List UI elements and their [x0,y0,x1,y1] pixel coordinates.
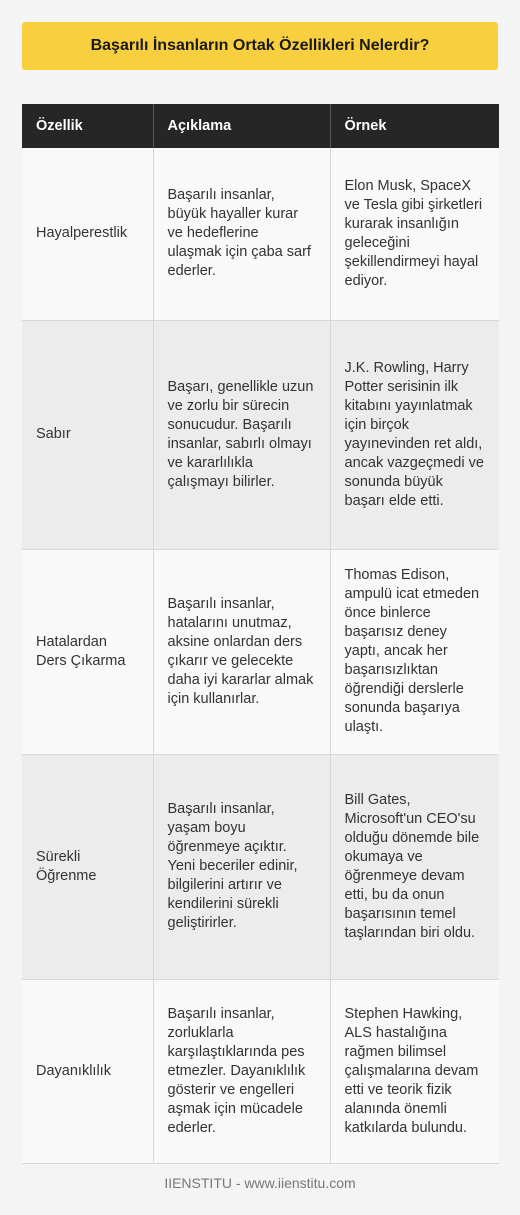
column-header-example: Örnek [330,104,499,148]
trait-cell: Hatalardan Ders Çıkarma [22,549,153,754]
table-row [22,148,499,320]
traits-table [22,104,499,1164]
table-header-row [22,104,499,148]
description-cell: Başarılı insanlar, hatalarını unutmaz, aksine onlardan ders çıkarır ve gelecekte daha iyi kararlar almak için kullanırlar. [153,549,330,754]
column-header-description: Açıklama [153,104,330,148]
footer-credit: IIENSTITU - www.iienstitu.com [164,1175,356,1191]
description-cell: Başarı, genellikle uzun ve zorlu bir sürecin sonucudur. Başarılı insanlar, sabırlı olmayı ve kararlılıkla çalışmayı bilirler. [153,320,330,549]
description-cell: Başarılı insanlar, büyük hayaller kurar ve hedeflerine ulaşmak için çaba sarf ederler. [153,148,330,320]
example-cell: Thomas Edison, ampulü icat etmeden önce binlerce başarısız deney yaptı, ancak her başarısızlıktan öğrendiği derslerle sonunda başarıya ulaştı. [330,549,499,754]
description-cell: Başarılı insanlar, yaşam boyu öğrenmeye açıktır. Yeni beceriler edinir, bilgilerini artırır ve kendilerini sürekli geliştirirler. [153,754,330,979]
trait-cell: Hayalperestlik [22,148,153,320]
example-cell: J.K. Rowling, Harry Potter serisinin ilk kitabını yayınlatmak için birçok yayınevinden ret aldı, ancak vazgeçmedi ve sonunda büyük başarı elde etti. [330,320,499,549]
example-cell: Bill Gates, Microsoft'un CEO'su olduğu dönemde bile okumaya ve öğrenmeye devam etti, bu da onun başarısının temel taşlarından biri oldu. [330,754,499,979]
example-cell: Elon Musk, SpaceX ve Tesla gibi şirketleri kurarak insanlığın geleceğini şekillendirmeyi hayal ediyor. [330,148,499,320]
table-row [22,320,499,549]
column-header-trait: Özellik [22,104,153,148]
table-row [22,754,499,979]
trait-cell: Sabır [22,320,153,549]
description-cell: Başarılı insanlar, zorluklarla karşılaştıklarında pes etmezler. Dayanıklılık gösterir ve engelleri aşmak için mücadele ederler. [153,979,330,1163]
table-row [22,979,499,1163]
page-title: Başarılı İnsanların Ortak Özellikleri Nelerdir? [22,22,498,70]
trait-cell: Dayanıklılık [22,979,153,1163]
table-row [22,549,499,754]
example-cell: Stephen Hawking, ALS hastalığına rağmen bilimsel çalışmalarına devam etti ve teorik fizik alanında önemli katkılarda bulundu. [330,979,499,1163]
trait-cell: Sürekli Öğrenme [22,754,153,979]
